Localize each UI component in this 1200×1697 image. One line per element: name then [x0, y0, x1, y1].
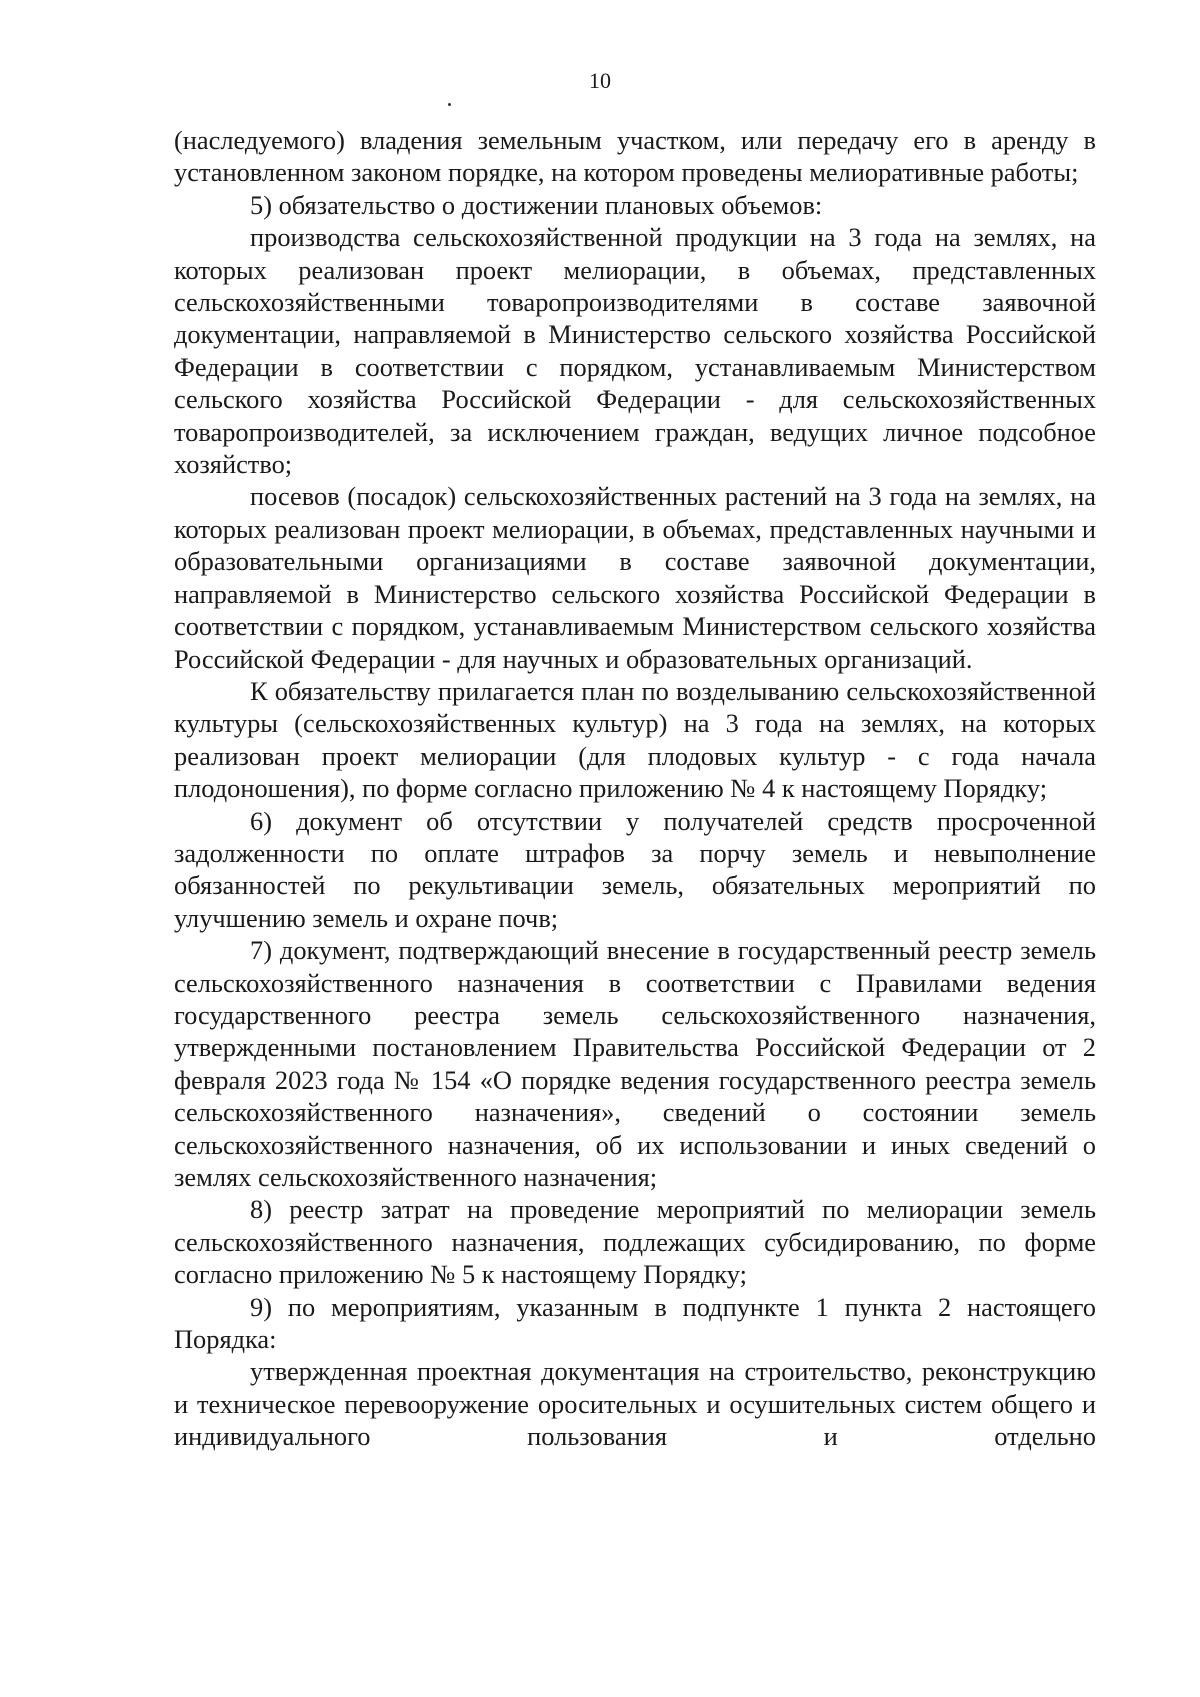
paragraph: (наследуемого) владения земельным участком, или передачу его в аренду в установленном законом порядке, на котором проведены мелиоративные работы;: [174, 125, 1096, 188]
paragraph: К обязательству прилагается план по возделыванию сельскохозяйственной культуры (сельскохозяйственных культур) на 3 года на землях, на которых реализован проект мелиорации (для плодовых культур - с года начала плодоношения), по форме согласно приложению № 4 к настоящему Порядку;: [174, 675, 1096, 804]
body-text: [174, 124, 1096, 1453]
paragraph: 7) документ, подтверждающий внесение в государственный реестр земель сельскохозяйственного назначения в соответствии с Правилами ведения государственного реестра земель сельскохозяйственного назначения, утвержденными постановлением Правительства Российской Федерации от 2 февраля 2023 года № 154 «О порядке ведения государственного реестра земель сельскохозяйственного назначения», сведений о состоянии земель сельскохозяйственного назначения, об их использовании и иных сведений о землях сельскохозяйственного назначения;: [174, 935, 1096, 1192]
paragraph: 5) обязательство о достижении плановых объемов:: [250, 189, 823, 220]
paragraph: утвержденная проектная документация на строительство, реконструкцию и техническое перевооружение оросительных и осушительных систем общего и индивидуального пользования и отдельно: [174, 1356, 1096, 1452]
scan-speck: [448, 103, 451, 106]
paragraph: посевов (посадок) сельскохозяйственных растений на 3 года на землях, на которых реализован проект мелиорации, в объемах, представленных научными и образовательными организациями в составе заявочной документации, направляемой в Министерство сельского хозяйства Российской Федерации в соответствии с порядком, устанавливаемым Министерством сельского хозяйства Российской Федерации - для научных и образовательных организаций.: [174, 481, 1096, 674]
paragraph: производства сельскохозяйственной продукции на 3 года на землях, на которых реализован проект мелиорации, в объемах, представленных сельскохозяйственными товаропроизводителями в составе заявочной документации, направляемой в Министерство сельского хозяйства Российской Федерации в соответствии с порядком, устанавливаемым Министерством сельского хозяйства Российской Федерации - для сельскохозяйственных товаропроизводителей, за исключением граждан, ведущих личное подсобное хозяйство;: [174, 222, 1096, 480]
paragraph: 6) документ об отсутствии у получателей средств просроченной задолженности по оплате штрафов за порчу земель и невыполнение обязанностей по рекультивации земель, обязательных мероприятий по улучшению земель и охране почв;: [174, 805, 1096, 933]
paragraph: 9) по мероприятиям, указанным в подпункте 1 пункта 2 настоящего Порядка:: [174, 1291, 1096, 1355]
page-number: 10: [589, 68, 611, 93]
paragraph: 8) реестр затрат на проведение мероприятий по мелиорации земель сельскохозяйственного назначения, подлежащих субсидированию, по форме согласно приложению № 5 к настоящему Порядку;: [174, 1194, 1096, 1290]
